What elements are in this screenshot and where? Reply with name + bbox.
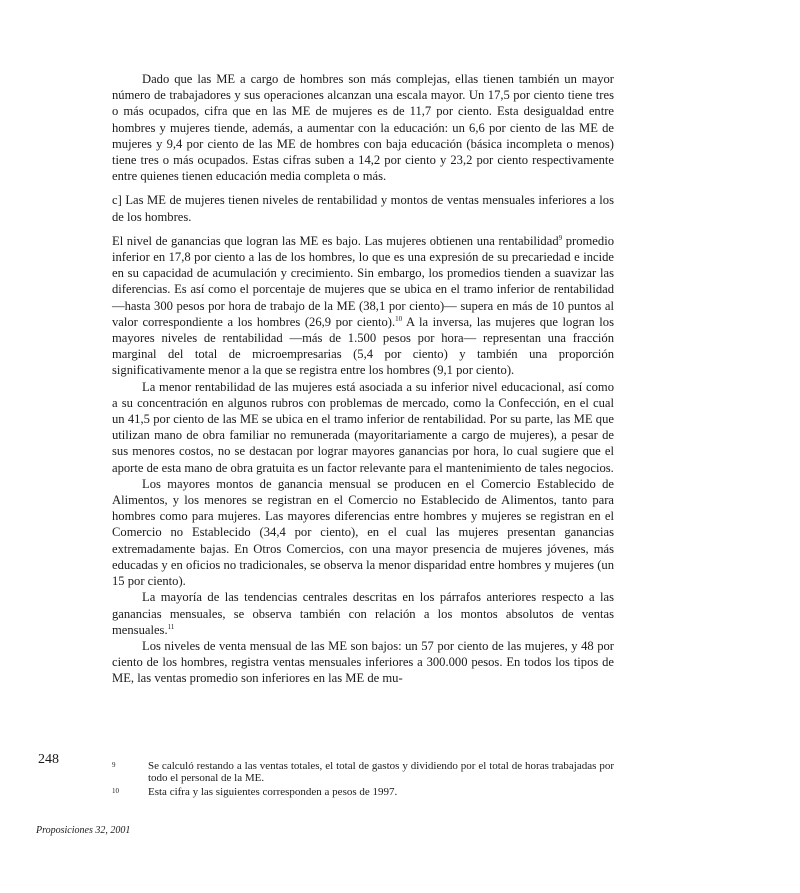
paragraph-4: Los mayores montos de ganancia mensual se producen en el Comercio Establecido de Alimentos, y los menores se registran en el Comercio no Establecido de Alimentos, tanto para hombres como para mujeres. Las mayores diferencias entre hombres y mujeres se registran en el Comercio no Establecido (34,4 por ciento), en el cual las mujeres presentan ganancias extremadamente bajas. En Otros Comercios, con una mayor presencia de mujeres jóvenes, más educadas y en oficios no tradicionales, se observa la menor disparidad entre hombres y mujeres (un 15 por ciento). [112, 476, 614, 589]
paragraph-3: La menor rentabilidad de las mujeres está asociada a su inferior nivel educacional, así como a su concentración en algunos rubros con problemas de mercado, como la Confección, en el cual un 41,5 por ciento de las ME se ubica en el tramo inferior de rentabilidad. Por su parte, las ME que utilizan mano de obra familiar no remunerada (mayoritariamente a cargo de mujeres), a pesar de sus menores costos, no se destacan por lograr mayores ganancias por hora, lo cual sugiere que el aporte de esta mano de obra gratuita es un factor relevante para el mantenimiento de tales negocios. [112, 379, 614, 475]
paragraph-1: Dado que las ME a cargo de hombres son más complejas, ellas tienen también un mayor número de trabajadores y sus operaciones alcanzan una escala mayor. Un 17,5 por ciento tiene tres o más ocupados, cifra que en las ME de mujeres es de 11,7 por ciento. Esta desigualdad entre hombres y mujeres tiende, además, a aumentar con la educación: un 6,6 por ciento de las ME de mujeres y 9,4 por ciento de las ME de hombres con baja educación (básica incompleta o menos) tiene tres o más ocupados. Estas cifras suben a 14,2 por ciento y 23,2 por ciento respectivamente entre quienes tienen educación media completa o más. [112, 72, 614, 184]
main-text-column [112, 71, 614, 687]
paragraph-2-part-b: promedio inferior en 17,8 por ciento a las de los hombres, lo que es una expresión de su precariedad e incide en su capacidad de acumulación y crecimiento. Sin embargo, los promedios tienden a suavizar las diferencias. Es así como el porcentaje de mujeres que se ubica en el tramo inferior de rentabilidad —hasta 300 pesos por hora de trabajo de la ME (38,1 por ciento)— supera en más de 10 puntos al valor correspondiente a los hombres (26,9 por ciento). [112, 233, 614, 329]
paragraph-2-part-c: A la inversa, las mujeres que logran los mayores niveles de rentabilidad —más de 1.500 pesos por hora— representan una fracción marginal del total de microempresarias (5,4 por ciento) y también una proporción significativamente menor a la que se registra entre los hombres (9,1 por ciento). [112, 314, 615, 378]
footnote-ref-11: 11 [167, 622, 175, 631]
paragraph-2 [112, 233, 614, 379]
paragraph-5-text: La mayoría de las tendencias centrales descritas en los párrafos anteriores respecto a las ganancias mensuales, se observa también con relación a los montos absolutos de ventas mensuales. [112, 590, 614, 637]
footnote-10 [112, 786, 614, 798]
paragraph-6: Los niveles de venta mensual de las ME son bajos: un 57 por ciento de las mujeres, y 48 por ciento de los hombres, registra ventas mensuales inferiores a 300.000 pesos. En todos los tipos de ME, las ventas promedio son inferiores en las ME de mu- [112, 638, 614, 686]
footnote-ref-10: 10 [395, 314, 403, 323]
paragraph-5 [112, 589, 614, 638]
page-number: 248 [38, 752, 59, 767]
footnote-9 [112, 760, 614, 785]
footnote-mark: 10 [112, 786, 119, 795]
journal-citation: Proposiciones 32, 2001 [36, 825, 131, 836]
section-heading-c: c] Las ME de mujeres tienen niveles de rentabilidad y montos de ventas mensuales inferiores a los de los hombres. [112, 193, 614, 224]
footnote-ref-9: 9 [558, 233, 563, 242]
footnote-text: Esta cifra y las siguientes corresponden a pesos de 1997. [148, 785, 398, 798]
footnotes [112, 760, 614, 799]
footnote-mark: 9 [112, 761, 116, 769]
paragraph-2-part-a: El nivel de ganancias que logran las ME es bajo. Las mujeres obtienen una rentabilidad [112, 233, 559, 248]
footnote-text: Se calculó restando a las ventas totales, el total de gastos y dividiendo por el total de horas trabajadas por todo el personal de la ME. [148, 760, 614, 785]
